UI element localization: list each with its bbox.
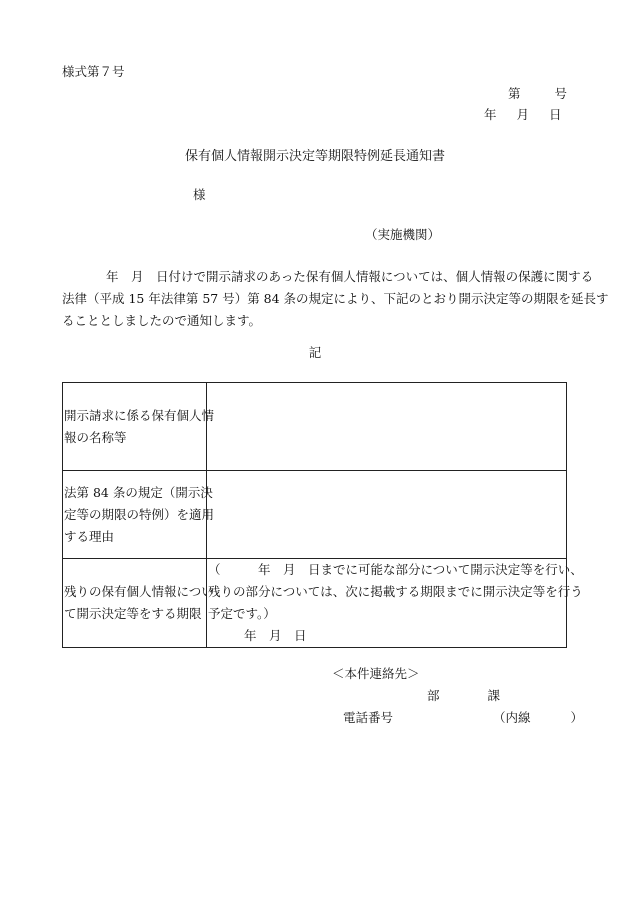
section-label: 課 (487, 688, 501, 703)
agency-label: （実施機関） (365, 227, 441, 242)
body-line-3: ることとしましたので通知します。 (62, 313, 262, 328)
extension-open: （内線 (493, 710, 531, 725)
table-row (63, 471, 567, 559)
addressee-suffix: 様 (193, 187, 206, 202)
contact-phone-line (343, 712, 583, 725)
table-row (63, 383, 567, 471)
document-number-line (508, 88, 567, 101)
phone-label: 電話番号 (343, 710, 394, 725)
notice-body (62, 266, 609, 332)
date-day: 日 (549, 107, 562, 122)
row3-value-cell: （ 年 月 日までに可能な部分について開示決定等を行い、 残りの部分については、次に掲載する期限までに開示決定等を行う 予定です。） 年 月 日 (207, 559, 567, 648)
body-line-2: 法律（平成 15 年法律第 57 号）第 84 条の規定により、下記のとおり開示決定等の期限を延長す (62, 291, 609, 306)
contact-heading: ＜本件連絡先＞ (332, 666, 420, 681)
ki-heading: 記 (308, 345, 322, 360)
contact-department-line (427, 690, 500, 703)
date-year: 年 (484, 107, 497, 122)
row2-value-cell (207, 471, 567, 559)
extension-close: ） (570, 710, 584, 725)
row3-label-cell: 残りの保有個人情報につい て開示決定等をする期限 (63, 559, 207, 648)
doc-number-suffix: 号 (554, 86, 568, 101)
row1-label-cell: 開示請求に係る保有個人情 報の名称等 (63, 383, 207, 471)
issue-date-line (484, 109, 562, 122)
doc-number-prefix: 第 (508, 86, 521, 101)
date-month: 月 (516, 107, 530, 122)
department-label: 部 (427, 688, 440, 703)
row1-value-cell (207, 383, 567, 471)
body-line-1: 年 月 日付けで開示請求のあった保有個人情報については、個人情報の保護に関する (106, 269, 594, 284)
row2-label-cell: 法第 84 条の規定（開示決 定等の期限の特例）を適用 する理由 (63, 471, 207, 559)
details-table (62, 382, 583, 648)
form-number-label: 様式第７号 (62, 64, 125, 79)
table-row (63, 559, 567, 648)
document-title: 保有個人情報開示決定等期限特例延長通知書 (184, 149, 445, 164)
